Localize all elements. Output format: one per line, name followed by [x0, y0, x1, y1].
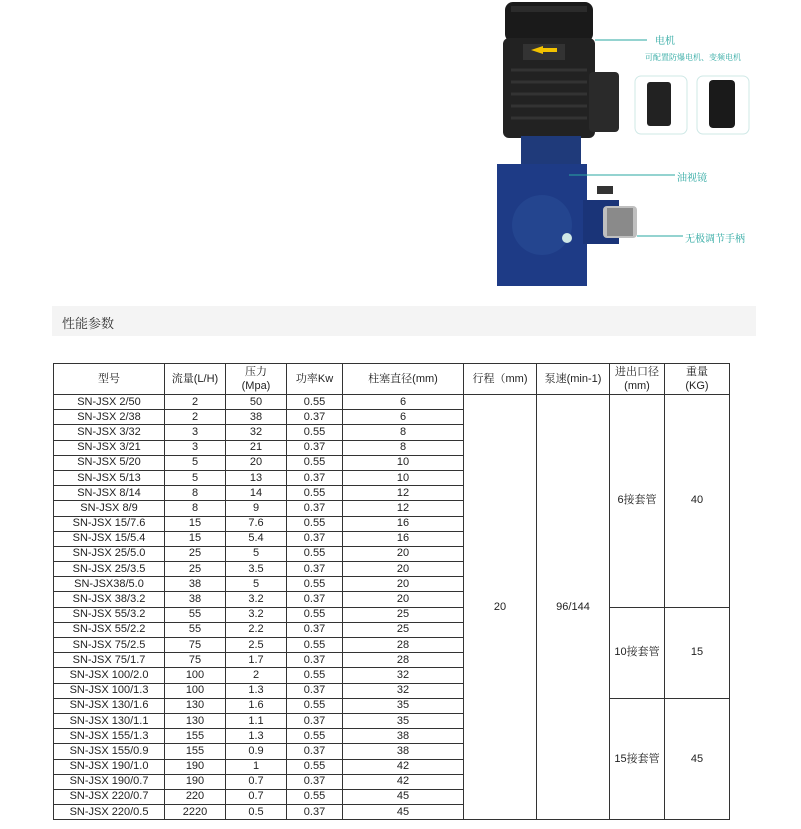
cell-pressure: 3.2 [226, 607, 287, 622]
cell-diameter: 28 [343, 638, 464, 653]
cell-pressure: 1.3 [226, 729, 287, 744]
spec-table [53, 363, 730, 820]
oil-window-callout: 油视镜 [677, 173, 707, 184]
cell-power: 0.37 [287, 531, 343, 546]
cell-flow: 5 [165, 455, 226, 470]
cell-pressure: 0.7 [226, 774, 287, 789]
cell-diameter: 16 [343, 516, 464, 531]
cell-model: SN-JSX 5/20 [54, 455, 165, 470]
header-pressure-line2: (Mpa) [241, 380, 271, 392]
cell-power: 0.55 [287, 425, 343, 440]
cell-pressure: 32 [226, 425, 287, 440]
cell-flow: 130 [165, 698, 226, 713]
cell-model: SN-JSX 75/1.7 [54, 653, 165, 668]
cell-model: SN-JSX 155/1.3 [54, 729, 165, 744]
cell-diameter: 28 [343, 653, 464, 668]
header-speed: 泵速(min-1) [537, 364, 610, 395]
cell-flow: 5 [165, 470, 226, 485]
cell-diameter: 42 [343, 774, 464, 789]
table-row [54, 395, 730, 410]
header-weight-line1: 重量 [686, 366, 708, 378]
cell-port: 10接套管 [610, 607, 665, 698]
cell-model: SN-JSX 8/9 [54, 501, 165, 516]
cell-flow: 25 [165, 562, 226, 577]
cell-diameter: 42 [343, 759, 464, 774]
header-port-line2: (mm) [624, 380, 650, 392]
cell-flow: 220 [165, 789, 226, 804]
cell-diameter: 38 [343, 744, 464, 759]
cell-weight: 40 [665, 395, 730, 608]
cell-model: SN-JSX 2/50 [54, 395, 165, 410]
cell-diameter: 25 [343, 622, 464, 637]
cell-power: 0.55 [287, 638, 343, 653]
product-image [497, 0, 767, 290]
cell-flow: 100 [165, 668, 226, 683]
cell-model: SN-JSX 3/21 [54, 440, 165, 455]
cell-pressure: 0.9 [226, 744, 287, 759]
cell-pressure: 0.7 [226, 789, 287, 804]
cell-power: 0.37 [287, 562, 343, 577]
cell-diameter: 12 [343, 501, 464, 516]
cell-flow: 190 [165, 774, 226, 789]
cell-model: SN-JSX 75/2.5 [54, 638, 165, 653]
cell-power: 0.55 [287, 486, 343, 501]
cell-flow: 3 [165, 425, 226, 440]
cell-port: 15接套管 [610, 698, 665, 820]
cell-power: 0.55 [287, 698, 343, 713]
header-weight [665, 364, 730, 395]
header-model: 型号 [54, 364, 165, 395]
cell-model: SN-JSX 220/0.7 [54, 789, 165, 804]
cell-pressure: 3.2 [226, 592, 287, 607]
cell-flow: 38 [165, 592, 226, 607]
cell-flow: 2220 [165, 805, 226, 820]
cell-model: SN-JSX 15/7.6 [54, 516, 165, 531]
cell-power: 0.37 [287, 501, 343, 516]
header-flow: 流量(L/H) [165, 364, 226, 395]
cell-pressure: 5.4 [226, 531, 287, 546]
header-weight-line2: (KG) [685, 380, 709, 392]
cell-power: 0.55 [287, 759, 343, 774]
cell-model: SN-JSX 130/1.1 [54, 713, 165, 728]
cell-flow: 15 [165, 531, 226, 546]
cell-pressure: 20 [226, 455, 287, 470]
cell-model: SN-JSX 3/32 [54, 425, 165, 440]
cell-diameter: 20 [343, 592, 464, 607]
cell-model: SN-JSX 190/1.0 [54, 759, 165, 774]
cell-pressure: 1.7 [226, 653, 287, 668]
cell-model: SN-JSX 25/5.0 [54, 546, 165, 561]
cell-flow: 75 [165, 638, 226, 653]
cell-pressure: 1 [226, 759, 287, 774]
cell-flow: 55 [165, 607, 226, 622]
cell-pressure: 9 [226, 501, 287, 516]
header-stroke: 行程（mm) [464, 364, 537, 395]
header-port [610, 364, 665, 395]
cell-diameter: 35 [343, 698, 464, 713]
cell-model: SN-JSX 220/0.5 [54, 805, 165, 820]
motor-note-callout: 可配置防爆电机、变频电机 [645, 53, 741, 62]
cell-pressure: 5 [226, 577, 287, 592]
cell-pressure: 0.5 [226, 805, 287, 820]
cell-diameter: 32 [343, 668, 464, 683]
cell-power: 0.55 [287, 607, 343, 622]
cell-power: 0.55 [287, 546, 343, 561]
header-diameter: 柱塞直径(mm) [343, 364, 464, 395]
table-row [54, 607, 730, 622]
cell-diameter: 10 [343, 455, 464, 470]
cell-model: SN-JSX 38/3.2 [54, 592, 165, 607]
cell-diameter: 6 [343, 410, 464, 425]
cell-power: 0.37 [287, 744, 343, 759]
cell-pressure: 13 [226, 470, 287, 485]
cell-port: 6接套管 [610, 395, 665, 608]
cell-power: 0.37 [287, 683, 343, 698]
cell-pressure: 2.2 [226, 622, 287, 637]
cell-flow: 25 [165, 546, 226, 561]
cell-diameter: 45 [343, 789, 464, 804]
cell-flow: 190 [165, 759, 226, 774]
cell-diameter: 12 [343, 486, 464, 501]
cell-power: 0.37 [287, 805, 343, 820]
cell-power: 0.37 [287, 653, 343, 668]
cell-pressure: 38 [226, 410, 287, 425]
cell-diameter: 35 [343, 713, 464, 728]
cell-power: 0.55 [287, 789, 343, 804]
handle-callout: 无极调节手柄 [685, 234, 745, 245]
cell-flow: 15 [165, 516, 226, 531]
cell-pressure: 5 [226, 546, 287, 561]
cell-diameter: 20 [343, 546, 464, 561]
cell-power: 0.55 [287, 455, 343, 470]
cell-model: SN-JSX 55/3.2 [54, 607, 165, 622]
cell-speed: 96/144 [537, 395, 610, 820]
section-header [52, 306, 756, 336]
cell-flow: 75 [165, 653, 226, 668]
metering-pump-illustration [497, 0, 767, 290]
cell-flow: 155 [165, 729, 226, 744]
cell-model: SN-JSX 100/1.3 [54, 683, 165, 698]
cell-power: 0.55 [287, 668, 343, 683]
cell-flow: 3 [165, 440, 226, 455]
cell-diameter: 32 [343, 683, 464, 698]
cell-power: 0.37 [287, 774, 343, 789]
cell-flow: 100 [165, 683, 226, 698]
cell-flow: 8 [165, 501, 226, 516]
cell-model: SN-JSX 2/38 [54, 410, 165, 425]
cell-diameter: 25 [343, 607, 464, 622]
cell-flow: 55 [165, 622, 226, 637]
header-port-line1: 进出口径 [615, 366, 659, 378]
cell-model: SN-JSX 8/14 [54, 486, 165, 501]
cell-diameter: 10 [343, 470, 464, 485]
cell-power: 0.37 [287, 470, 343, 485]
cell-diameter: 16 [343, 531, 464, 546]
cell-model: SN-JSX 155/0.9 [54, 744, 165, 759]
cell-flow: 38 [165, 577, 226, 592]
cell-power: 0.37 [287, 410, 343, 425]
cell-model: SN-JSX 190/0.7 [54, 774, 165, 789]
header-pressure [226, 364, 287, 395]
cell-diameter: 20 [343, 562, 464, 577]
cell-power: 0.37 [287, 622, 343, 637]
header-power: 功率Kw [287, 364, 343, 395]
cell-model: SN-JSX38/5.0 [54, 577, 165, 592]
cell-stroke: 20 [464, 395, 537, 820]
cell-pressure: 1.3 [226, 683, 287, 698]
cell-diameter: 8 [343, 425, 464, 440]
cell-power: 0.37 [287, 440, 343, 455]
cell-flow: 130 [165, 713, 226, 728]
cell-diameter: 45 [343, 805, 464, 820]
cell-diameter: 20 [343, 577, 464, 592]
cell-pressure: 14 [226, 486, 287, 501]
cell-diameter: 38 [343, 729, 464, 744]
cell-model: SN-JSX 55/2.2 [54, 622, 165, 637]
table-header-row [54, 364, 730, 395]
cell-weight: 15 [665, 607, 730, 698]
cell-power: 0.55 [287, 729, 343, 744]
cell-model: SN-JSX 100/2.0 [54, 668, 165, 683]
cell-diameter: 8 [343, 440, 464, 455]
cell-diameter: 6 [343, 395, 464, 410]
header-pressure-line1: 压力 [245, 366, 267, 378]
cell-flow: 2 [165, 395, 226, 410]
cell-flow: 2 [165, 410, 226, 425]
cell-power: 0.55 [287, 516, 343, 531]
cell-pressure: 21 [226, 440, 287, 455]
cell-model: SN-JSX 130/1.6 [54, 698, 165, 713]
cell-pressure: 50 [226, 395, 287, 410]
cell-pressure: 1.1 [226, 713, 287, 728]
cell-pressure: 7.6 [226, 516, 287, 531]
cell-model: SN-JSX 15/5.4 [54, 531, 165, 546]
cell-weight: 45 [665, 698, 730, 820]
cell-power: 0.55 [287, 395, 343, 410]
cell-flow: 8 [165, 486, 226, 501]
spec-table-body [54, 395, 730, 820]
cell-pressure: 2.5 [226, 638, 287, 653]
cell-model: SN-JSX 25/3.5 [54, 562, 165, 577]
cell-power: 0.37 [287, 592, 343, 607]
cell-power: 0.55 [287, 577, 343, 592]
cell-pressure: 3.5 [226, 562, 287, 577]
cell-pressure: 1.6 [226, 698, 287, 713]
cell-flow: 155 [165, 744, 226, 759]
cell-model: SN-JSX 5/13 [54, 470, 165, 485]
cell-pressure: 2 [226, 668, 287, 683]
motor-callout: 电机 [655, 36, 675, 47]
cell-power: 0.37 [287, 713, 343, 728]
table-row [54, 698, 730, 713]
section-title: 性能参数 [62, 317, 115, 332]
